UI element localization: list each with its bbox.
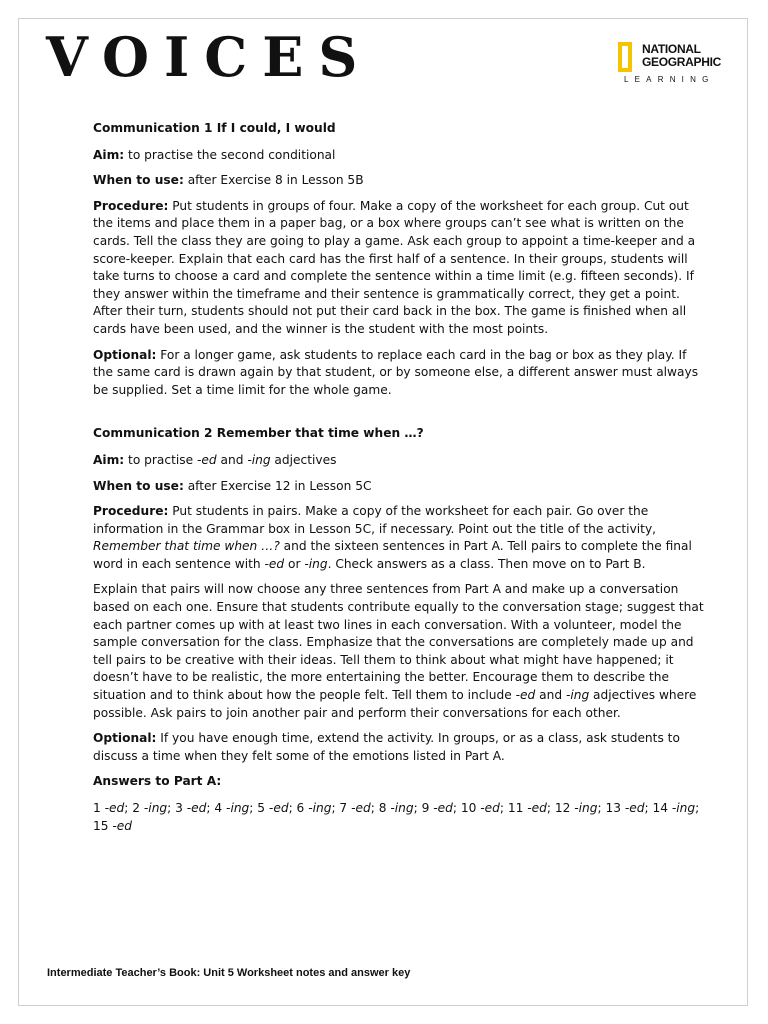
- page-footer: Intermediate Teacher’s Book: Unit 5 Worksheet notes and answer key: [47, 967, 411, 979]
- answer-item: [132, 801, 167, 815]
- answer-item: [93, 801, 124, 815]
- answer-item: [379, 801, 414, 815]
- answer-item: [93, 819, 132, 833]
- answer-number: 10: [460, 801, 477, 815]
- section1-procedure: Procedure: Put students in groups of four. Make a copy of the worksheet for each group. Cut out the items and place them in a paper bag, or a box where groups can’t see what is written on the cards. Tell the class they are going to play a game. Ask each group to appoint a time-keeper and a score-keeper. Explain that each card has the first half of a sentence. In their groups, students will take turns to choose a card and complete the sentence within a time limit (e.g. fifteen seconds). If they answer within the timeframe and their sentence is grammatically correct, they get a point. After their turn, students should not put their card back in the box. The game is finished when all cards have been used, and the winner is the student with the most points.: [93, 198, 696, 336]
- answer-number: 8: [378, 801, 387, 815]
- answer-number: 7: [339, 801, 348, 815]
- answer-item: [297, 801, 332, 815]
- answer-suffix: -ing: [671, 801, 696, 815]
- answer-suffix: -ed: [624, 801, 645, 815]
- answer-number: 9: [421, 801, 430, 815]
- answer-suffix: -ing: [226, 801, 250, 815]
- section2-optional: Optional: If you have enough time, extend the activity. In groups, or as a class, ask students to discuss a time when they felt some of the emotions listed in Part A.: [93, 731, 680, 763]
- answer-item: [605, 801, 644, 815]
- answer-number: 13: [605, 801, 621, 815]
- answer-number: 4: [214, 801, 223, 815]
- section2-when: When to use: after Exercise 12 in Lesson 5C: [93, 478, 372, 493]
- answer-suffix: -ed: [186, 801, 207, 815]
- answer-item: [422, 801, 453, 815]
- section1-title: Communication 1 If I could, I would: [93, 121, 336, 135]
- answer-suffix: -ed: [527, 801, 547, 815]
- answer-suffix: -ed: [112, 818, 133, 833]
- answer-number: 6: [296, 801, 305, 815]
- answer-number: 12: [554, 801, 571, 815]
- answer-number: 15: [93, 818, 109, 833]
- answer-suffix: -ed: [480, 801, 500, 815]
- answer-item: [339, 801, 370, 815]
- answer-item: [461, 801, 500, 815]
- answer-number: 5: [257, 801, 266, 815]
- answer-item: [653, 801, 696, 815]
- answer-suffix: -ed: [433, 801, 453, 815]
- answers-title: Answers to Part A:: [93, 774, 222, 789]
- answer-number: 2: [132, 801, 141, 815]
- answer-item: [508, 801, 547, 815]
- answer-suffix: -ing: [390, 801, 414, 815]
- answer-suffix: -ing: [574, 801, 598, 815]
- answer-item: [257, 801, 288, 815]
- answer-number: 14: [652, 801, 669, 815]
- answers-list: 1 -ed; 2 -ing; 3 -ed; 4 -ing; 5 -ed; 6 -ing; 7 -ed; 8 -ing; 9 -ed; 10 -ed; 11 -ed; 12 -ing; 13 -ed; 14 -ing; 15 -ed: [93, 801, 700, 833]
- answer-suffix: -ing: [308, 801, 332, 815]
- section1-when: When to use: after Exercise 8 in Lesson 5B: [93, 173, 364, 188]
- publisher-name: NATIONAL GEOGRAPHIC: [642, 42, 722, 69]
- answer-suffix: -ed: [351, 801, 371, 815]
- answer-item: [555, 801, 598, 815]
- section1-aim: Aim: to practise the second conditional: [93, 147, 336, 162]
- answer-suffix: -ed: [104, 801, 125, 815]
- voices-logo: VOICES: [46, 25, 373, 89]
- section1-optional: Optional: For a longer game, ask students to replace each card in the bag or box as they play. If the same card is drawn again by that student, or by someone else, a different answer must always be supplied. Set a time limit for the whole game.: [93, 347, 699, 397]
- yellow-border-icon: [618, 42, 632, 72]
- answer-number: 1: [93, 801, 101, 815]
- answer-item: [214, 801, 249, 815]
- section2-title: Communication 2 Remember that time when …?: [93, 426, 424, 441]
- section2-procedure: Procedure: Put students in pairs. Make a copy of the worksheet for each pair. Go over the information in the Grammar box in Lesson 5C, if necessary. Point out the title of the activity, Remember that time when …? and the sixteen sentences in Part A. Tell pairs to complete the final word in each sentence with -ed or -ing. Check answers as a class. Then move on to Part B.: [93, 504, 692, 571]
- publisher-learning: LEARNING: [624, 75, 715, 84]
- answer-suffix: -ed: [268, 801, 289, 815]
- section2-explanation: Explain that pairs will now choose any three sentences from Part A and make up a conversation based on each one. Ensure that students contribute equally to the conversation stage; suggest that each partner comes up with at least two lines in each conversation. With a volunteer, model the sample conversation for the class. Emphasize that the conversations are completely made up and tell pairs to be creative with their ideas. Tell them to think about what might have happened; it doesn’t have to be realistic, the more entertaining the better. Encourage them to describe the situation and to think about how the people felt. Tell them to include -ed and -ing adjectives where possible. Ask pairs to join another pair and perform their conversations for each other.: [93, 582, 704, 720]
- national-geographic-learning-logo: [618, 42, 730, 88]
- answer-number: 3: [175, 801, 183, 815]
- worksheet-notes: [93, 120, 705, 843]
- section2-aim: Aim: to practise -ed and -ing adjectives: [93, 452, 337, 467]
- answer-suffix: -ing: [143, 801, 168, 815]
- answer-number: 11: [507, 801, 524, 815]
- answer-item: [175, 801, 206, 815]
